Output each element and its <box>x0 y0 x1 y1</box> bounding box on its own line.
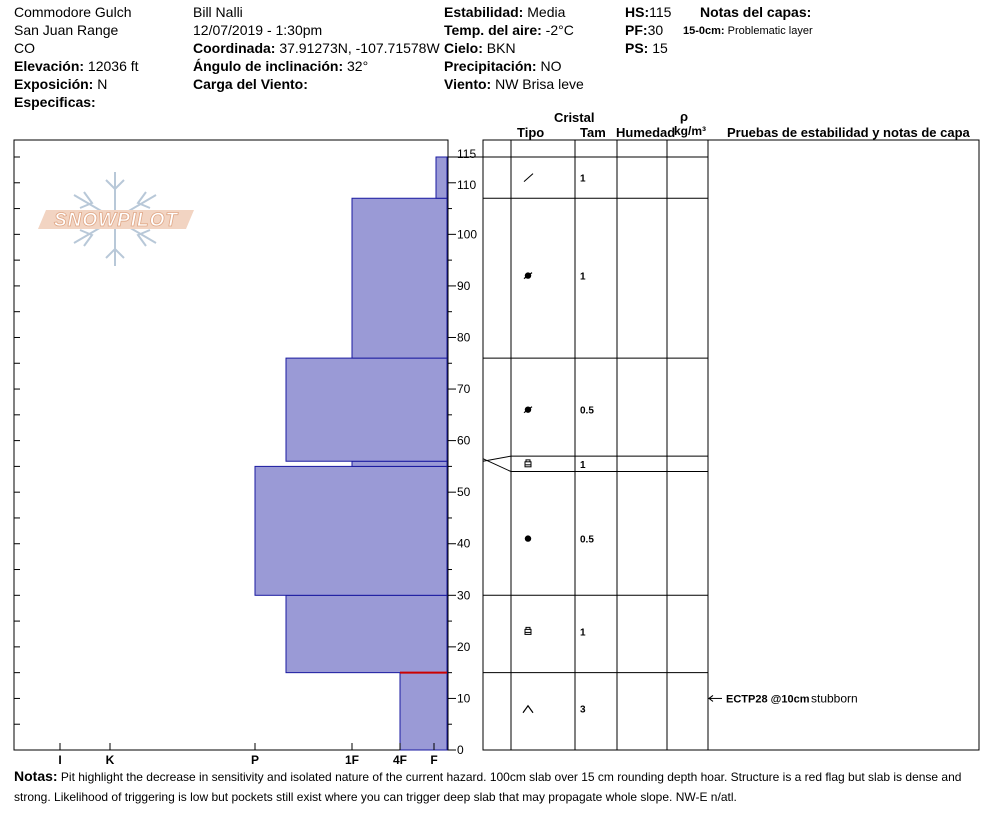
precip-label: Precipitación: <box>444 58 537 74</box>
test-result: ECTP28 @10cm <box>726 693 810 706</box>
height-tick-label: 110 <box>457 177 477 192</box>
height-tick-label: 20 <box>457 639 471 654</box>
crystal-size-label: 1 <box>580 459 586 471</box>
crystal-size-label: 3 <box>580 704 586 716</box>
crystal-size-label: 0.5 <box>580 534 594 546</box>
notes-label: Notas: <box>14 768 58 784</box>
rounded-decomposing-icon <box>524 406 532 412</box>
height-tick-label: 10 <box>457 691 471 706</box>
layer-table-frame <box>483 140 979 750</box>
elevation-value: 12036 ft <box>87 58 139 74</box>
test-note: stubborn <box>811 691 858 706</box>
slope-label: Ángulo de inclinación: <box>193 58 344 74</box>
size-header: Tam <box>580 125 606 140</box>
moisture-header: Humedad <box>616 125 676 140</box>
hardness-bar <box>400 673 447 750</box>
layer-note-text: Problematic layer <box>727 25 813 37</box>
layer-connector <box>483 456 511 461</box>
wind-value: NW Brisa leve <box>495 76 584 92</box>
depth-hoar-icon <box>523 706 533 713</box>
precip-value: NO <box>540 58 562 74</box>
type-header: Tipo <box>517 125 545 140</box>
aspect-label: Exposición: <box>14 76 94 92</box>
faceted-icon <box>525 627 531 634</box>
stability-tests <box>708 691 858 705</box>
hardness-bar <box>352 198 447 358</box>
hardness-axis <box>58 743 437 767</box>
height-tick-label: 115 <box>457 147 477 161</box>
aspect-value: N <box>97 76 108 92</box>
hardness-bars <box>255 157 447 750</box>
height-tick-label: 0 <box>457 743 464 757</box>
elevation-label: Elevación: <box>14 58 85 74</box>
layer-notes-label: Notas del capas: <box>700 4 812 20</box>
sky-label: Cielo: <box>444 40 483 56</box>
specifics-label: Especificas: <box>14 94 96 110</box>
layer-note-depth: 15-0cm: <box>683 25 725 37</box>
height-tick-label: 80 <box>457 330 471 345</box>
hs-label: HS: <box>625 4 650 20</box>
crystal-cells <box>523 174 594 716</box>
hardness-bar <box>436 157 447 198</box>
density-unit-header: kg/m³ <box>674 124 707 138</box>
hardness-tick-label: I <box>58 753 62 767</box>
crystal-size-label: 1 <box>580 173 586 185</box>
rho-header: ρ <box>680 109 689 124</box>
layer-boundaries <box>483 157 708 673</box>
depth-hoar-caret <box>523 706 533 713</box>
wind-label: Viento: <box>444 76 492 92</box>
range-name: San Juan Range <box>14 22 119 38</box>
location-name: Commodore Gulch <box>14 4 132 20</box>
slope-value: 32° <box>347 58 369 74</box>
pf-label: PF: <box>625 22 648 38</box>
hs-value: 115 <box>649 4 672 20</box>
hardness-tick-label: P <box>250 753 260 767</box>
observer-name: Bill Nalli <box>193 4 243 20</box>
rounded-decomposing-icon <box>524 272 532 278</box>
ps-label: PS: <box>625 40 649 56</box>
state-name: CO <box>14 40 35 56</box>
pf-value: 30 <box>647 22 664 38</box>
hardness-tick-label: 4F <box>392 753 408 767</box>
crystal-size-label: 0.5 <box>580 405 594 417</box>
hardness-bar <box>286 595 447 672</box>
crystal-header: Cristal <box>554 110 595 125</box>
coordinates-value: 37.91273N, -107.71578W <box>279 40 440 56</box>
crystal-size-label: 1 <box>580 271 586 283</box>
height-axis <box>448 147 483 757</box>
coordinates-label: Coordinada: <box>193 40 276 56</box>
hardness-tick-label: F <box>430 753 438 767</box>
faceted-icon <box>525 460 531 467</box>
height-tick-label: 30 <box>457 588 471 603</box>
stability-label: Estabilidad: <box>444 4 524 20</box>
height-tick-label: 90 <box>457 278 471 293</box>
hardness-tick-label: K <box>105 753 115 767</box>
stability-value: Media <box>527 4 566 20</box>
notes-block <box>14 766 984 807</box>
hardness-bar <box>352 461 447 466</box>
crystal-size-label: 1 <box>580 627 586 639</box>
air-temp-label: Temp. del aire: <box>444 22 542 38</box>
hardness-bar <box>286 358 447 461</box>
hardness-tick-label: 1F <box>344 753 360 767</box>
height-tick-label: 50 <box>457 485 471 500</box>
height-tick-label: 70 <box>457 382 471 397</box>
sky-value: BKN <box>486 40 516 56</box>
precipitation-slash <box>524 174 533 182</box>
rounded-icon <box>525 535 531 541</box>
air-temp-value: -2°C <box>545 22 574 38</box>
ps-value: 15 <box>652 40 668 56</box>
height-tick-label: 40 <box>457 536 471 551</box>
rounded-grain-mark <box>525 535 531 541</box>
tests-header: Pruebas de estabilidad y notas de capa <box>727 125 970 140</box>
wind-load-label: Carga del Viento: <box>193 76 308 92</box>
precipitation-particle-icon <box>524 174 533 182</box>
height-tick-label: 60 <box>457 433 471 448</box>
logo-text: SNOWPILOT <box>53 210 179 231</box>
notes-text: Pit highlight the decrease in sensitivity and isolated nature of the current hazard. 100cm slab over 15 cm rounding depth hoar. Structure is a red flag but slab is dense and strong. Likelihood of triggering is low but pockets still exist where you can trigger deep slab that may propagate whole slope. NW-E n/atl. <box>14 770 962 804</box>
height-tick-label: 100 <box>457 227 478 242</box>
snowpilot-logo <box>38 172 194 266</box>
hardness-bar <box>255 466 447 595</box>
left-axis-ticks <box>14 157 20 750</box>
observation-datetime: 12/07/2019 - 1:30pm <box>193 22 323 38</box>
